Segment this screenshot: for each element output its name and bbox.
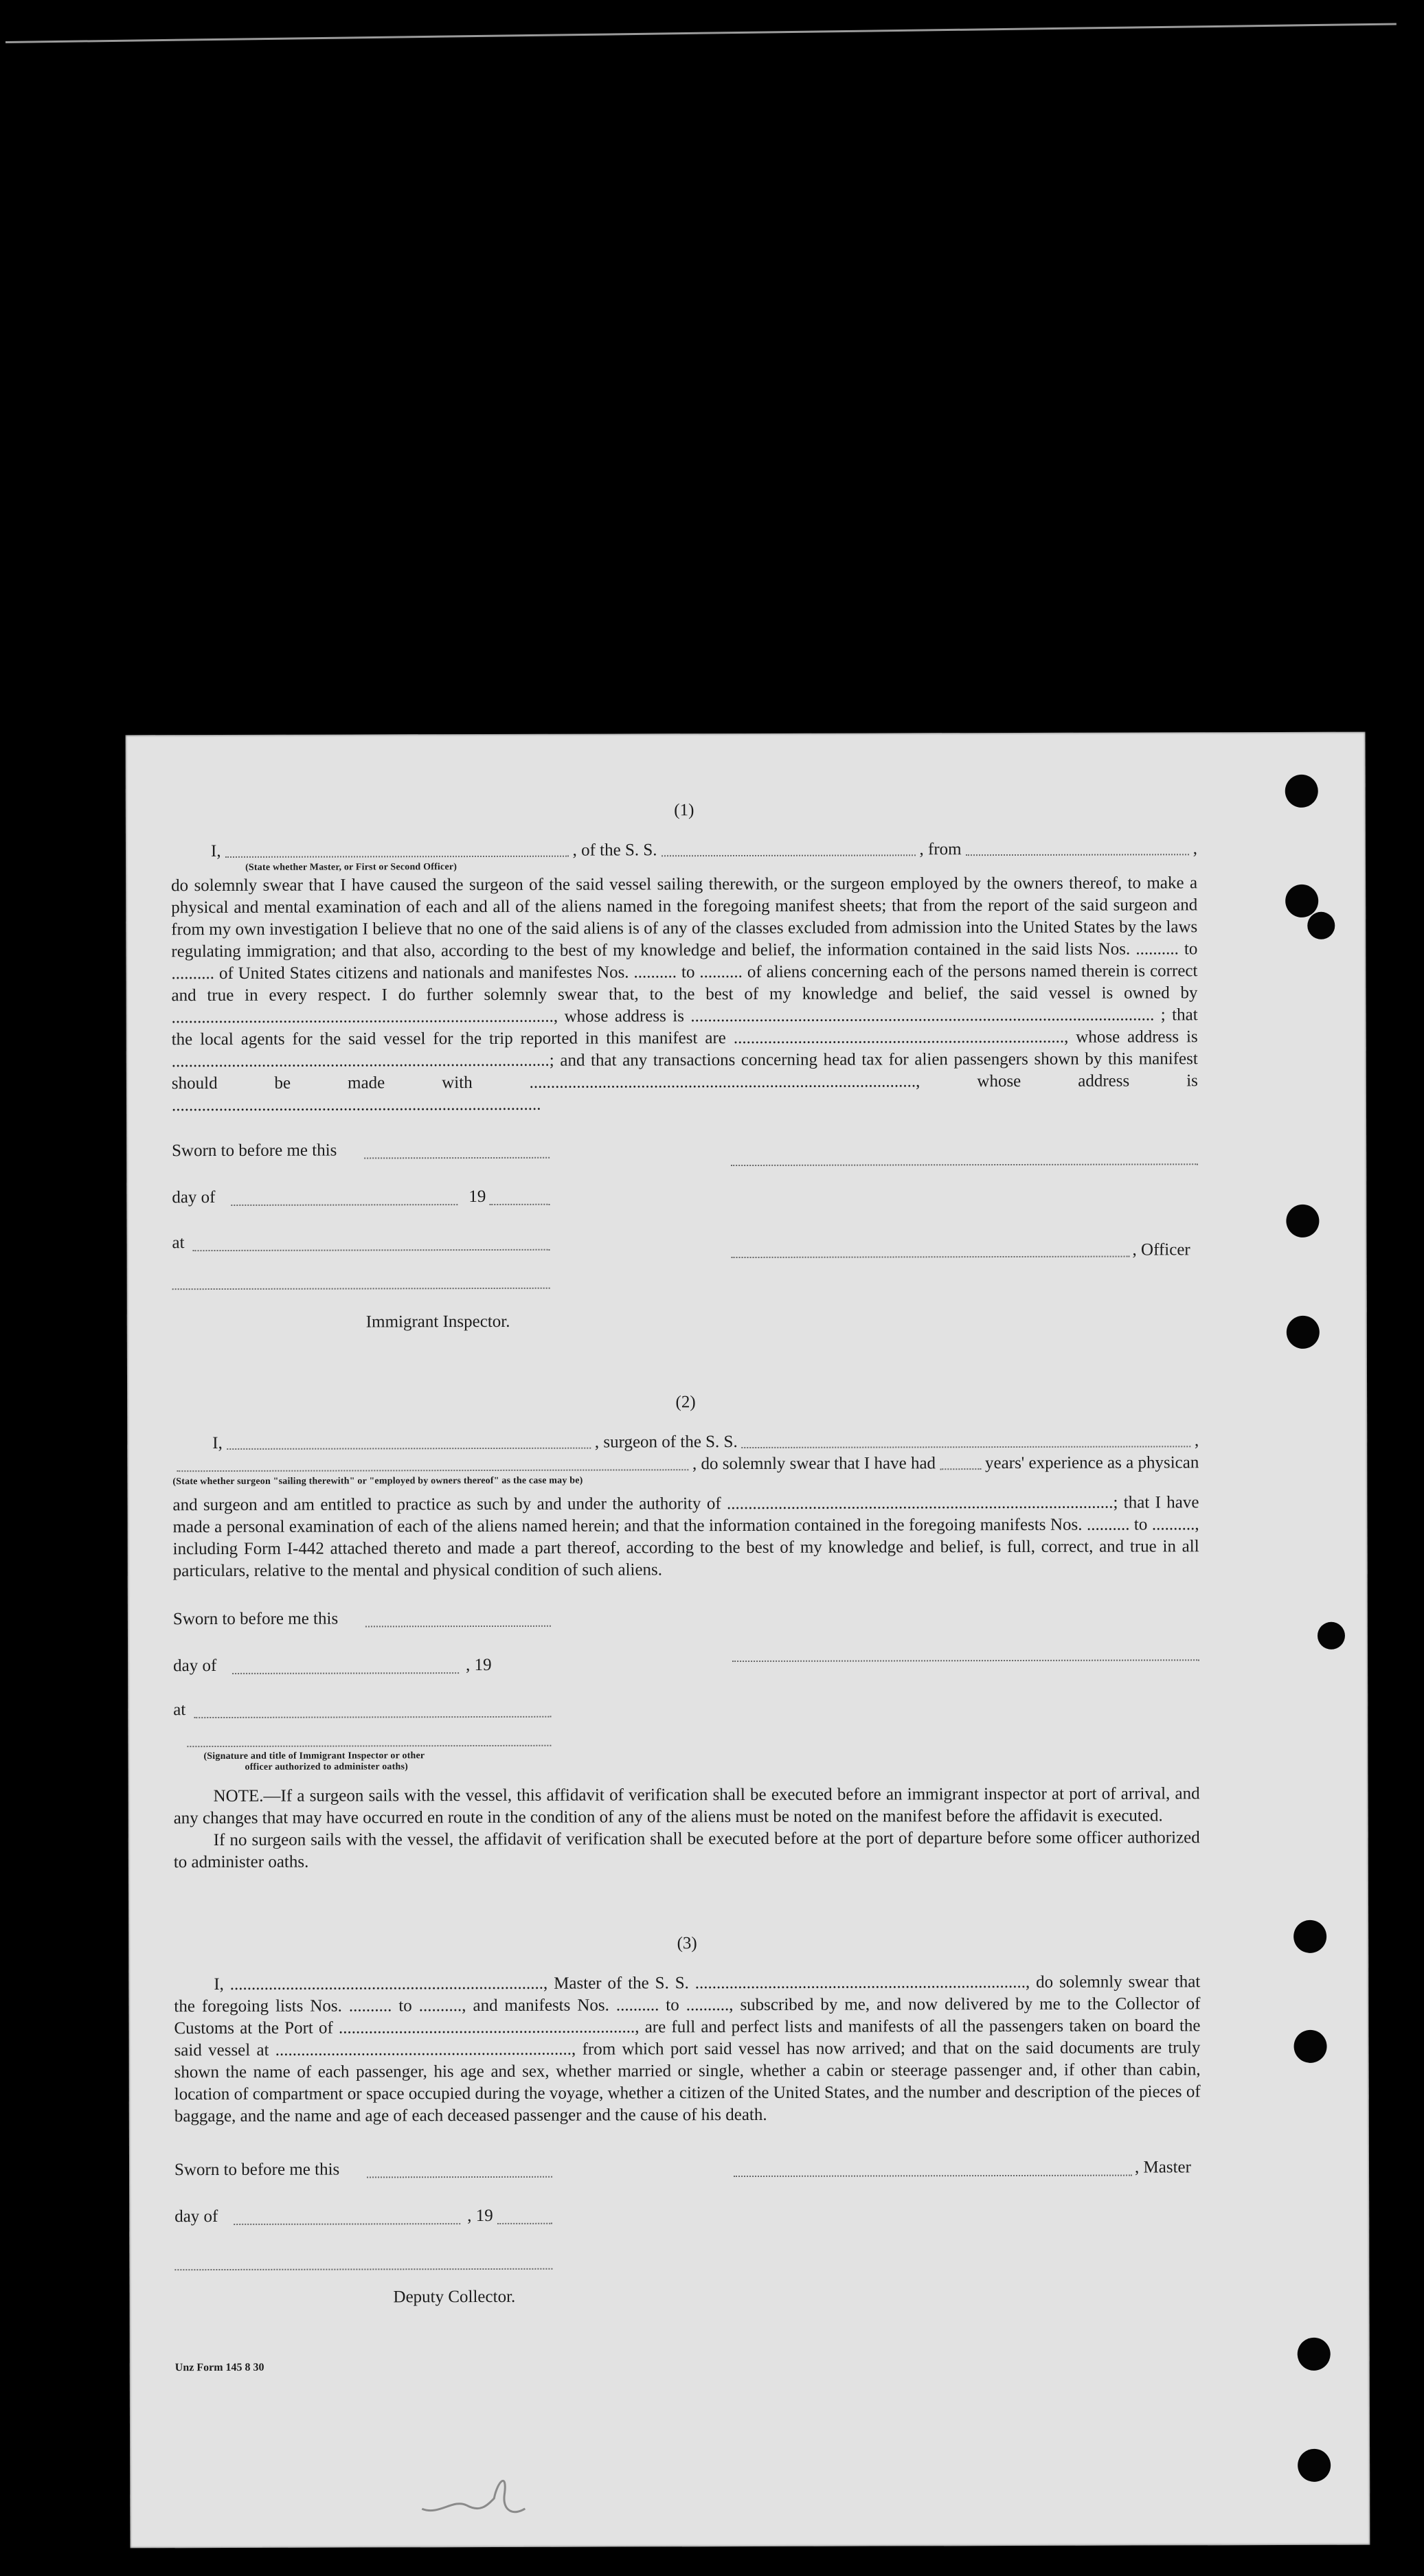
form-content	[171, 798, 1201, 2379]
day-of-label: day of	[174, 2207, 218, 2226]
vessel-field[interactable]	[662, 854, 916, 856]
sworn-field[interactable]	[365, 1626, 551, 1628]
label-surgeon-of: , surgeon of the S. S.	[594, 1433, 738, 1452]
sworn-field[interactable]	[367, 2176, 552, 2178]
day-field[interactable]	[234, 2223, 460, 2225]
at-label: at	[173, 1700, 186, 1720]
at-field[interactable]	[193, 1249, 550, 1251]
punch-hole	[1285, 775, 1318, 808]
vessel-field[interactable]	[742, 1446, 1190, 1448]
oath-text: do solemnly swear that I have caused the surgeon of the said vessel sailing therewith, or the surgeon employed by the owners thereof, to make a physical and mental examination of each and all of the aliens named in the foregoing manifest sheets; that from the report of the said surgeon and from my own investigation I believe that no one of the said aliens is of any of the classes excluded from admission into the United States by the laws regulating immigration; and that also, according to the best of my knowledge and belief, the information contained in the said lists Nos. .......... to .......... of United States citizens and nationals and manifestes Nos. .......... to .......... of aliens concerning each of the persons named therein is correct and true in every respect. I do further solemnly swear that, to the best of my knowledge and belief, the said vessel is owned by ........................................................................................., whose address is ............................................................................................................ ; that the local agents for the said vessel for the trip reported in this manifest are ............................................................................., whose address is ........................................................................................; and that any transactions concerning head tax for alien passengers shown by this manifest should be made with .........................................................................................., whose address is ......................................................................................	[171, 874, 1198, 1115]
section-number: (2)	[675, 1393, 696, 1412]
day-of-label: day of	[173, 1656, 217, 1676]
sig-note-2: officer authorized to administer oaths)	[245, 1762, 408, 1773]
surgeon-name-field[interactable]	[227, 1448, 591, 1450]
sworn-field[interactable]	[364, 1157, 550, 1159]
collector-line[interactable]	[174, 2268, 552, 2270]
name-field[interactable]	[225, 856, 569, 858]
year-label: , 19	[467, 2206, 493, 2226]
affidavit-master	[171, 798, 1199, 1334]
pencil-mark	[418, 2467, 528, 2522]
at-field[interactable]	[194, 1716, 551, 1718]
surgeon-note: (State whether surgeon "sailing therewith" or "employed by owners thereof" as the case may be)	[172, 1475, 583, 1488]
section-number: (1)	[674, 801, 694, 820]
signature-line[interactable]	[731, 1163, 1198, 1166]
sworn-label: Sworn to before me this	[174, 2160, 340, 2180]
section-number: (3)	[677, 1934, 697, 1953]
form-number: Unz Form 145 8 30	[174, 2361, 264, 2374]
punch-hole	[1285, 885, 1318, 917]
note-paragraph-2: If no surgeon sails with the vessel, the affidavit of verification shall be executed before at the port of departure before some officer authorized to administer oaths.	[173, 1828, 1200, 1872]
label-comma: ,	[1194, 1431, 1199, 1450]
top-edge-line	[5, 23, 1397, 43]
punch-hole	[1318, 1622, 1345, 1650]
note-paragraph: NOTE.—If a surgeon sails with the vessel, this affidavit of verification shall be executed before an immigrant inspector at port of arrival, and any changes that may have occurred en route in the condition of any of the aliens must be noted on the manifest before the affidavit is executed.	[173, 1784, 1200, 1828]
label-swear: , do solemnly swear that I have had	[692, 1454, 936, 1474]
punch-hole	[1298, 2338, 1331, 2371]
inspector-line[interactable]	[172, 1288, 550, 1290]
label-years: years' experience as a physican	[984, 1453, 1199, 1473]
affidavit-surgeon	[172, 1390, 1200, 1873]
officer-label: , Officer	[1132, 1240, 1190, 1259]
customs-oath-text: I, ........................................................................., Master of the S. S. ............................................................................., do solemnly swear that the foregoing lists Nos. .......... to .........., and manifests Nos. .......... to .........., subscribed by me, and now delivered by me to the Collector of Customs at the Port of ....................................................................., are full and perfect lists and manifests of all the passengers taken on board the said vessel at ....................................................................., from which port said vessel has now arrived; and that on the said documents are truly shown the name of each passenger, his age and sex, whether married or single, whether a cabin or steerage passenger and, if other than cabin, location of compartment or space occupied during the voyage, whether a citizen of the United States, and the number and description of the pieces of baggage, and the name and age of each deceased passenger and the cause of his death.	[174, 1972, 1201, 2126]
punch-hole	[1307, 912, 1335, 939]
surgeon-oath-text: and surgeon and am entitled to practice as such by and under the authority of ..........................................................................................; that I have made a personal examination of each of the aliens named herein; and that the information contained in the foregoing manifests Nos. .......... to .........., including Form I-442 attached thereto and made a part thereof, according to the best of my knowledge and belief, is full, correct, and true in all particulars, relative to the mental and physical condition of such aliens.	[172, 1493, 1199, 1581]
at-label: at	[172, 1233, 185, 1253]
sworn-label: Sworn to before me this	[172, 1141, 337, 1161]
master-label: , Master	[1134, 2158, 1191, 2177]
inspector-label: Immigrant Inspector.	[365, 1312, 510, 1332]
punch-hole	[1293, 2030, 1326, 2063]
surgeon-signature-line[interactable]	[732, 1659, 1199, 1662]
label-i: I,	[210, 842, 221, 861]
punch-hole	[1293, 1920, 1326, 1953]
deputy-collector-label: Deputy Collector.	[393, 2287, 516, 2307]
sworn-label: Sworn to before me this	[172, 1609, 339, 1629]
label-i: I,	[212, 1434, 223, 1453]
day-field[interactable]	[231, 1204, 457, 1206]
label-from: , from	[919, 840, 962, 859]
affidavit-master-customs	[174, 1931, 1201, 2309]
inspector-signature-line[interactable]	[187, 1745, 551, 1747]
year-label: 19	[468, 1187, 486, 1207]
year-field[interactable]	[497, 2223, 552, 2224]
label-comma: ,	[1193, 839, 1198, 858]
from-field[interactable]	[966, 854, 1189, 856]
sig-note-1: (Signature and title of Immigrant Inspector or other	[203, 1751, 425, 1762]
punch-hole	[1286, 1205, 1319, 1238]
manifest-affidavit-page	[126, 732, 1370, 2549]
years-field[interactable]	[940, 1468, 981, 1470]
punch-hole	[1287, 1316, 1320, 1349]
label-of-ss: , of the S. S.	[572, 841, 657, 860]
day-of-label: day of	[172, 1188, 216, 1207]
day-field[interactable]	[232, 1672, 459, 1674]
officer-line[interactable]	[732, 1256, 1130, 1259]
officer-note: (State whether Master, or First or Second Officer)	[245, 862, 457, 873]
year-field[interactable]	[489, 1204, 550, 1205]
punch-hole	[1298, 2449, 1331, 2482]
master-signature-line[interactable]	[734, 2175, 1132, 2178]
year-label: , 19	[466, 1655, 492, 1675]
status-field[interactable]	[177, 1469, 688, 1472]
